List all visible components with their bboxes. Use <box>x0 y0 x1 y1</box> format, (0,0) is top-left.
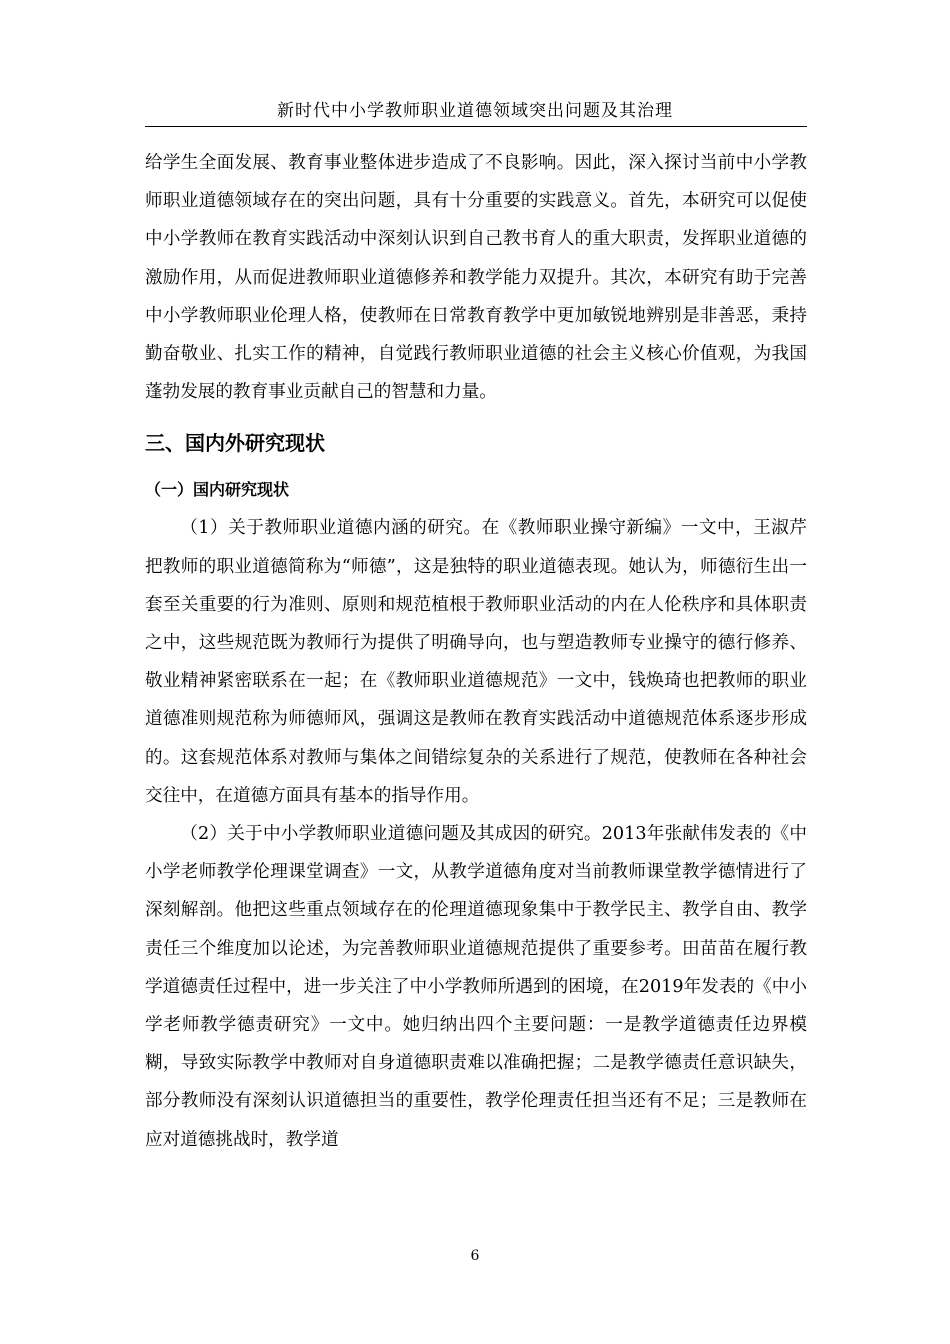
section-heading: 三、国内外研究现状 <box>145 431 325 456</box>
intro-paragraph: 给学生全面发展、教育事业整体进步造成了不良影响。因此，深入探讨当前中小学教师职业道德领域存在的突出问题，具有十分重要的实践意义。首先，本研究可以促使中小学教师在教育实践活动中深刻认识到自己教书育人的重大职责，发挥职业道德的激励作用，从而促进教师职业道德修养和教学能力双提升。其次，本研究有助于完善中小学教师职业伦理人格，使教师在日常教育教学中更加敏锐地辨别是非善恶，秉持勤奋敬业、扎实工作的精神，自觉践行教师职业道德的社会主义核心价值观，为我国蓬勃发展的教育事业贡献自己的智慧和力量。 <box>145 153 807 403</box>
page-number: 6 <box>470 1248 480 1264</box>
research-paragraph-1: （1）关于教师职业道德内涵的研究。在《教师职业操守新编》一文中，王淑芹把教师的职业道德简称为“师德”，这是独特的职业道德表现。她认为，师德衍生出一套至关重要的行为准则、原则和规范植根于教师职业活动的内在人伦秩序和具体职责之中，这些规范既为教师行为提供了明确导向，也与塑造教师专业操守的德行修养、敬业精神紧密联系在一起；在《教师职业道德规范》一文中，钱焕琦也把教师的职业道德准则规范称为师德师风，强调这是教师在教育实践活动中道德规范体系逐步形成的。这套规范体系对教师与集体之间错综复杂的关系进行了规范，使教师在各种社会交往中，在道德方面具有基本的指导作用。 <box>145 518 807 806</box>
research-paragraph-2: （2）关于中小学教师职业道德问题及其成因的研究。2013年张献伟发表的《中小学老师教学伦理课堂调查》一文，从教学道德角度对当前教师课堂教学德情进行了深刻解剖。他把这些重点领域存在的伦理道德现象集中于教学民主、教学自由、教学责任三个维度加以论述，为完善教师职业道德规范提供了重要参考。田苗苗在履行教学道德责任过程中，进一步关注了中小学教师所遇到的困境，在2019年发表的《中小学老师教学德责研究》一文中。她归纳出四个主要问题：一是教学道德责任边界模糊，导致实际教学中教师对自身道德职责难以准确把握；二是教学德责任意识缺失，部分教师没有深刻认识道德担当的重要性，教学伦理责任担当还有不足；三是教师在应对道德挑战时，教学道 <box>145 824 807 1150</box>
subsection-heading: （一）国内研究现状 <box>145 480 290 500</box>
running-header: 新时代中小学教师职业道德领域突出问题及其治理 <box>277 101 673 121</box>
header-rule <box>145 126 807 127</box>
page-body <box>145 144 807 1159</box>
